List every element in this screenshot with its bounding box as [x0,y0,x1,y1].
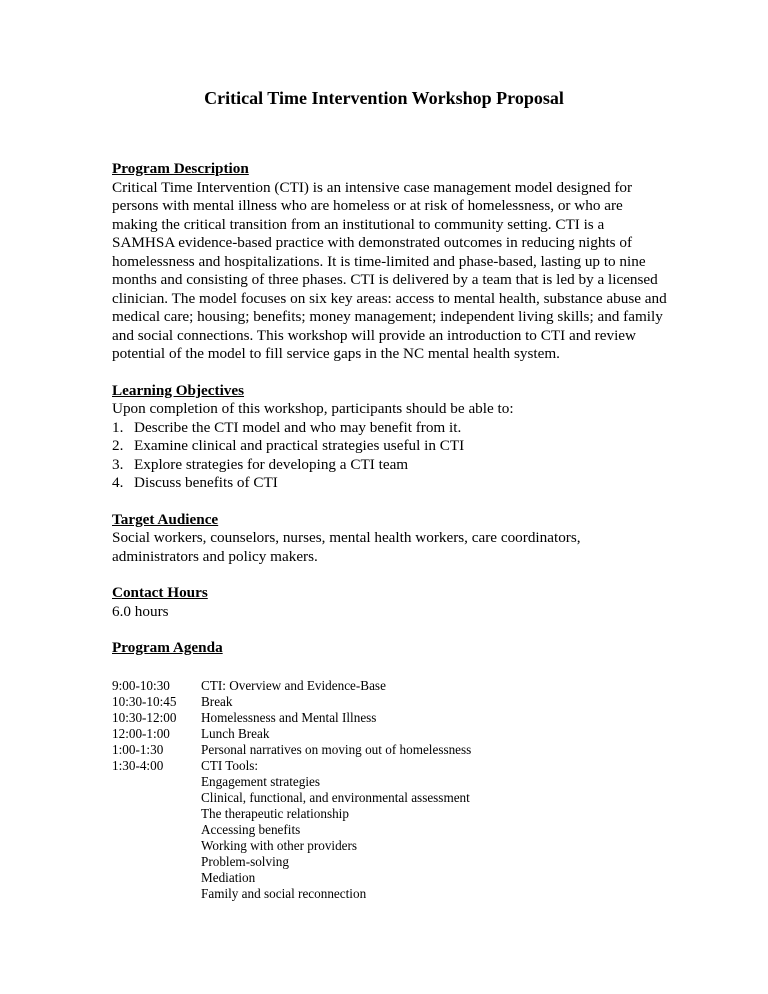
agenda-item: The therapeutic relationship [201,805,349,821]
agenda-item: CTI Tools: [201,757,259,773]
list-item-text: Examine clinical and practical strategies useful in CTI [134,437,465,454]
agenda-item: Engagement strategies [201,773,321,789]
agenda-item: Lunch Break [201,725,270,741]
list-item [112,456,668,475]
target-audience-text: Social workers, counselors, nurses, mental health workers, care coordinators, administrators and policy makers. [112,529,581,565]
document-title: Critical Time Intervention Workshop Proposal [204,88,564,108]
agenda-time: 12:00-1:00 [112,725,170,741]
contact-hours-section [112,584,668,621]
agenda-item: Clinical, functional, and environmental assessment [201,789,470,805]
agenda-item: Mediation [201,869,256,885]
list-item-text: Explore strategies for developing a CTI team [134,455,409,473]
learning-objectives-intro: Upon completion of this workshop, participants should be able to: [112,400,514,417]
agenda-time: 9:00-10:30 [112,677,170,693]
program-agenda-heading: Program Agenda [112,639,223,656]
agenda-time: 10:30-10:45 [112,693,177,709]
list-item [112,437,668,456]
agenda-time: 1:00-1:30 [112,741,164,757]
agenda-items-column [201,678,668,902]
agenda-item: CTI: Overview and Evidence-Base [201,677,386,693]
list-item-number: 2. [112,437,124,454]
list-item [112,419,668,438]
list-item-number: 3. [112,455,124,473]
list-item [112,474,668,493]
agenda-item: Family and social reconnection [201,885,367,901]
agenda-item: Break [201,693,233,709]
learning-objectives-heading: Learning Objectives [112,381,245,399]
agenda-time: 1:30-4:00 [112,757,164,773]
agenda-item: Working with other providers [201,837,358,853]
learning-objectives-list [112,419,668,493]
list-item-number: 1. [112,418,124,436]
list-item-number: 4. [112,474,124,491]
agenda-item: Accessing benefits [201,821,301,837]
program-description-section [112,160,668,364]
learning-objectives-section [112,382,668,493]
contact-hours-text: 6.0 hours [112,602,169,620]
list-item-text: Discuss benefits of CTI [134,474,278,491]
agenda-times-column [112,678,201,902]
agenda-item: Problem-solving [201,853,289,869]
target-audience-heading: Target Audience [112,510,219,528]
contact-hours-heading: Contact Hours [112,584,208,601]
agenda-table [112,678,668,902]
program-agenda-section [112,639,668,902]
agenda-item: Personal narratives on moving out of homelessness [201,741,472,757]
list-item-text: Describe the CTI model and who may benefit from it. [134,418,462,436]
document-content [112,160,668,920]
target-audience-section [112,511,668,567]
program-description-text: Critical Time Intervention (CTI) is an intensive case management model designed for persons with mental illness who are homeless or at risk of homelessness, or who are making the critical transition from an institutional to community setting. CTI is a SAMHSA evidence-based practice with demonstrated outcomes in reducing nights of homelessness and hospitalizations. It is time-limited and phase-based, lasting up to nine months and consisting of three phases. CTI is delivered by a team that is led by a licensed clinician. The model focuses on six key areas: access to mental health, substance abuse and medical care; housing; benefits; money management; independent living skills; and family and social connections. This workshop will provide an introduction to CTI and review potential of the model to fill service gaps in the NC mental health system. [112,178,667,362]
program-description-heading: Program Description [112,160,249,177]
agenda-time: 10:30-12:00 [112,709,177,725]
agenda-item: Homelessness and Mental Illness [201,709,377,725]
